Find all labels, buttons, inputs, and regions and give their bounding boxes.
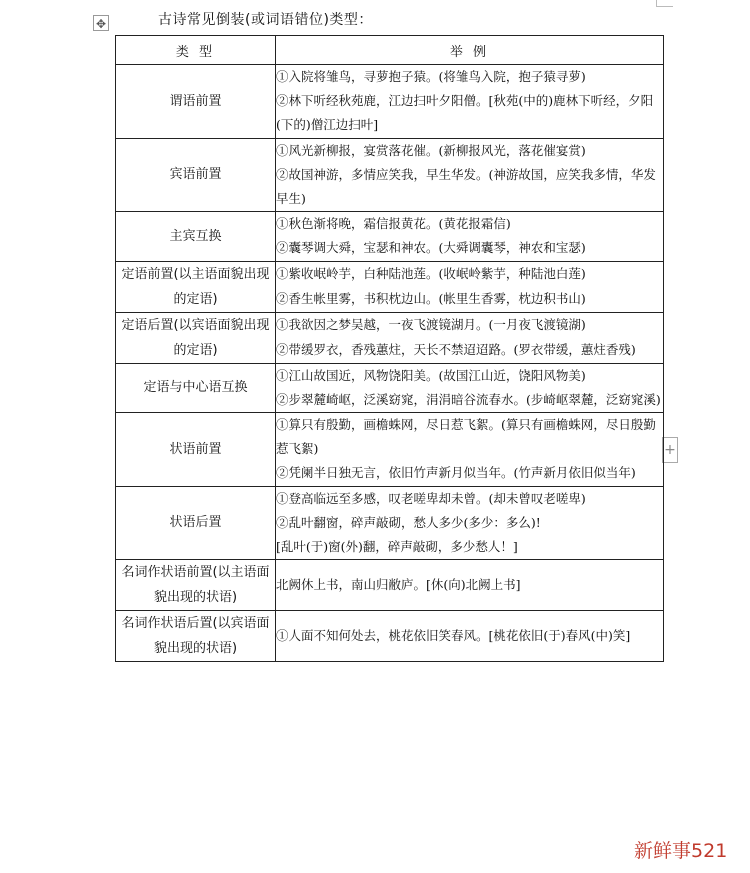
example-line: ②带缓罗衣，香残蕙炷，天长不禁迢迢路。(罗衣带缓，蕙炷香残) (276, 341, 636, 357)
row-example-cell (276, 65, 664, 139)
header-type: 类 型 (116, 36, 276, 65)
add-column-button[interactable]: + (662, 437, 678, 463)
table-row (116, 486, 664, 560)
example-line: ①江山故国近，风物饶阳美。(故国江山近，饶阳风物美) (276, 367, 586, 383)
example-line: ②步翠麓崎岖，泛溪窈窕，涓涓暗谷流春水。(步崎岖翠麓，泛窈窕溪) (276, 391, 661, 407)
watermark (634, 836, 727, 863)
row-type-cell: 宾语前置 (116, 138, 276, 212)
table-row (116, 560, 664, 611)
row-type-cell: 定语后置(以宾语面貌出现的定语) (116, 312, 276, 363)
example-line: ②香生帐里雾，书积枕边山。(帐里生香雾，枕边积书山) (276, 290, 586, 306)
header-example: 举 例 (276, 36, 664, 65)
row-example-cell (276, 312, 664, 363)
table-header-row (116, 36, 664, 65)
example-line: ②林下听经秋苑鹿，江边扫叶夕阳僧。[秋苑(中的)鹿林下听经，夕阳(下的)僧江边扫叶] (276, 93, 654, 133)
row-example-cell (276, 212, 664, 261)
row-type-cell: 名词作状语前置(以主语面貌出现的状语) (116, 560, 276, 611)
table-row (116, 413, 664, 487)
row-example-cell (276, 560, 664, 611)
example-line: [乱叶(于)窗(外)翻，碎声敲砌，多少愁人！] (276, 539, 518, 555)
example-line: ①我欲因之梦吴越，一夜飞渡镜湖月。(一月夜飞渡镜湖) (276, 317, 586, 333)
page-corner-marker (656, 0, 673, 7)
inversion-types-table (115, 35, 664, 662)
row-type-cell: 定语前置(以主语面貌出现的定语) (116, 261, 276, 312)
row-type-cell: 定语与中心语互换 (116, 363, 276, 412)
row-example-cell (276, 261, 664, 312)
row-example-cell (276, 138, 664, 212)
row-type-cell: 主宾互换 (116, 212, 276, 261)
table-row (116, 212, 664, 261)
example-line: ①人面不知何处去，桃花依旧笑春风。[桃花依旧(于)春风(中)笑] (276, 628, 631, 644)
table-row (116, 312, 664, 363)
example-line: ②故国神游，多情应笑我，早生华发。(神游故国，应笑我多情，华发早生) (276, 166, 656, 207)
row-type-cell: 名词作状语后置(以宾语面貌出现的状语) (116, 611, 276, 662)
row-example-cell (276, 363, 664, 412)
row-example-cell (276, 611, 664, 662)
row-example-cell (276, 486, 664, 560)
table-row (116, 138, 664, 212)
document-title: 古诗常见倒装(或词语错位)类型： (158, 12, 373, 28)
example-line: 北阙休上书，南山归敝庐。[休(向)北阙上书] (276, 577, 521, 593)
example-line: ①秋色渐将晚，霜信报黄花。(黄花报霜信) (276, 216, 511, 232)
table-row (116, 611, 664, 662)
row-example-cell (276, 413, 664, 487)
row-type-cell: 状语前置 (116, 413, 276, 487)
table-row (116, 363, 664, 412)
table-move-handle-icon[interactable]: ✥ (93, 15, 109, 31)
example-line: ②乱叶翻窗，碎声敲砌，愁人多少(多少：多么)! (276, 514, 541, 530)
watermark-number: 521 (691, 840, 728, 862)
example-line: ①紫收岷岭芋，白种陆池莲。(收岷岭紫芋，种陆池白莲) (276, 266, 586, 282)
example-line: ①风光新柳报，宴赏落花催。(新柳报风光，落花催宴赏) (276, 142, 586, 158)
table-row (116, 65, 664, 139)
example-line: ②凭阑半日独无言，依旧竹声新月似当年。(竹声新月依旧似当年) (276, 465, 636, 481)
watermark-text: 新鲜事 (634, 840, 692, 862)
example-line: ②囊琴调大舜，宝瑟和神农。(大舜调囊琴，神农和宝瑟) (276, 240, 586, 256)
example-line: ①登高临远至多感，叹老嗟卑却未曾。(却未曾叹老嗟卑) (276, 490, 586, 506)
example-line: ①入院将雏鸟，寻萝抱子猿。(将雏鸟入院，抱子猿寻萝) (276, 69, 586, 84)
row-type-cell: 谓语前置 (116, 65, 276, 139)
table-row (116, 261, 664, 312)
row-type-cell: 状语后置 (116, 486, 276, 560)
example-line: ①算只有殷勤，画檐蛛网，尽日惹飞絮。(算只有画檐蛛网，尽日殷勤惹飞絮) (276, 417, 656, 457)
